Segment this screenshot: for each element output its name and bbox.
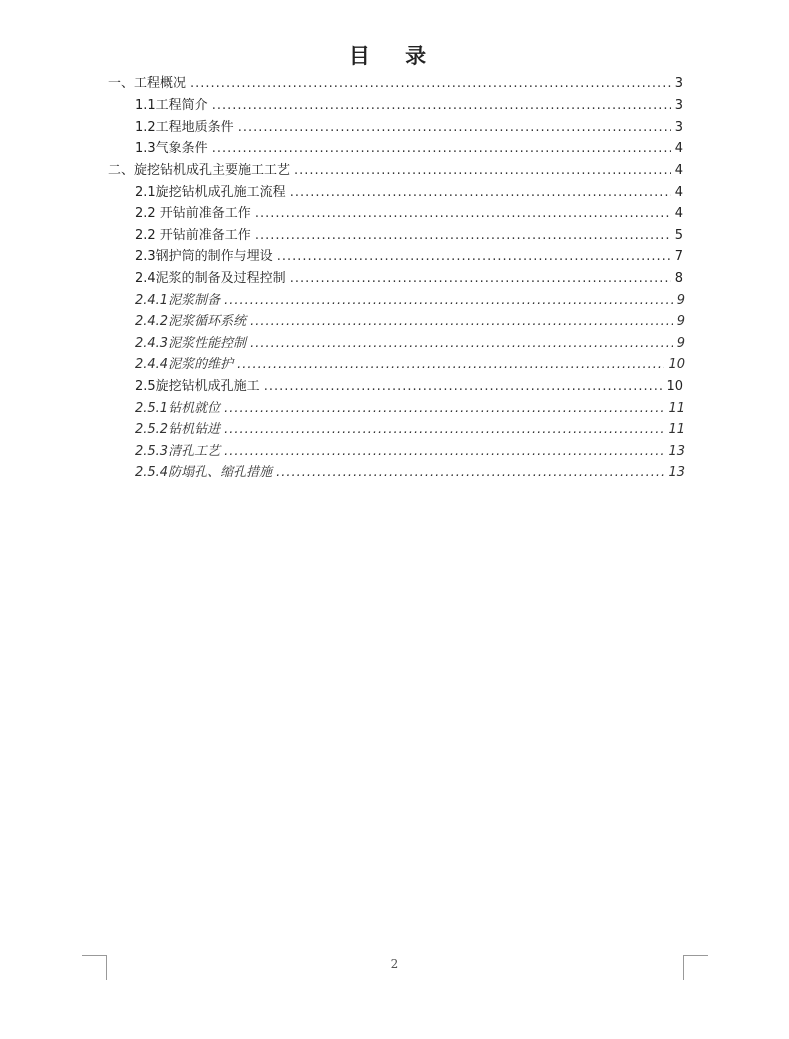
toc-entry[interactable] — [108, 161, 683, 181]
toc-entry-page: 11 — [668, 401, 685, 416]
toc-dot-leader — [290, 269, 671, 289]
toc-entry[interactable] — [135, 312, 685, 332]
toc-entry-label: 2.4.3泥浆性能控制 — [135, 336, 247, 351]
toc-dot-leader — [277, 247, 671, 267]
toc-entry[interactable] — [135, 420, 685, 440]
toc-entry-label: 2.2 开钻前准备工作 — [135, 228, 251, 243]
toc-entry[interactable] — [135, 355, 685, 375]
toc-entry-page: 4 — [674, 141, 683, 156]
toc-dot-leader — [212, 139, 671, 159]
toc-dot-leader — [250, 312, 673, 332]
toc-entry-page: 4 — [674, 206, 683, 221]
toc-entry-label: 2.4.1泥浆制备 — [135, 293, 221, 308]
toc-dot-leader — [224, 399, 664, 419]
page-number: 2 — [390, 957, 399, 971]
toc-entry-label: 2.4泥浆的制备及过程控制 — [135, 271, 286, 286]
toc-entry-page: 9 — [676, 336, 685, 351]
toc-entry[interactable] — [135, 139, 683, 159]
toc-entry[interactable] — [135, 269, 683, 289]
toc-entry[interactable] — [135, 183, 683, 203]
toc-entry[interactable] — [135, 226, 683, 246]
toc-entry-label: 2.5.3清孔工艺 — [135, 444, 221, 459]
toc-dot-leader — [224, 291, 673, 311]
toc-entry-label: 2.3钢护筒的制作与埋设 — [135, 249, 273, 264]
toc-entry[interactable] — [135, 204, 683, 224]
toc-entry-page: 4 — [674, 185, 683, 200]
toc-entry[interactable] — [135, 334, 685, 354]
toc-entry-label: 2.5.2钻机钻进 — [135, 422, 221, 437]
toc-entry-page: 11 — [668, 422, 685, 437]
toc-entry-page: 8 — [674, 271, 683, 286]
toc-entry[interactable] — [135, 291, 685, 311]
toc-dot-leader — [255, 204, 671, 224]
toc-entry-label: 一、工程概况 — [108, 76, 187, 91]
toc-entry-page: 3 — [674, 120, 683, 135]
toc-entry-page: 7 — [674, 249, 683, 264]
toc-dot-leader — [212, 96, 671, 116]
toc-entry-page: 13 — [668, 465, 685, 480]
toc-entry-label: 2.4.2泥浆循环系统 — [135, 314, 247, 329]
toc-entry[interactable] — [135, 96, 683, 116]
toc-entry-label: 2.5.4防塌孔、缩孔措施 — [135, 465, 273, 480]
toc-entry-label: 2.4.4泥浆的维护 — [135, 357, 234, 372]
toc-entry-page: 5 — [674, 228, 683, 243]
toc-dot-leader — [290, 183, 671, 203]
toc-entry-page: 4 — [674, 163, 683, 178]
toc-entry-label: 2.5旋挖钻机成孔施工 — [135, 379, 260, 394]
toc-entry-label: 2.1旋挖钻机成孔施工流程 — [135, 185, 286, 200]
toc-entry[interactable] — [135, 463, 685, 483]
toc-dot-leader — [294, 161, 671, 181]
toc-dot-leader — [276, 463, 664, 483]
toc-entry-label: 二、旋挖钻机成孔主要施工工艺 — [108, 163, 291, 178]
toc-dot-leader — [264, 377, 663, 397]
toc-entry-page: 10 — [668, 357, 685, 372]
toc-dot-leader — [237, 355, 664, 375]
toc-dot-leader — [224, 420, 664, 440]
toc-entry-label: 1.1工程简介 — [135, 98, 208, 113]
toc-dot-leader — [190, 74, 671, 94]
toc-entry-page: 3 — [674, 98, 683, 113]
toc-entry[interactable] — [135, 399, 685, 419]
toc-dot-leader — [255, 226, 671, 246]
toc-entry[interactable] — [135, 377, 683, 397]
toc-entry-page: 9 — [676, 293, 685, 308]
toc-entry-page: 10 — [666, 379, 683, 394]
toc-entry-label: 1.2工程地质条件 — [135, 120, 234, 135]
toc-entry[interactable] — [135, 118, 683, 138]
toc-entry[interactable] — [108, 74, 683, 94]
toc-entry[interactable] — [135, 247, 683, 267]
toc-entry[interactable] — [135, 442, 685, 462]
toc-dot-leader — [250, 334, 673, 354]
toc-entry-page: 13 — [668, 444, 685, 459]
toc-dot-leader — [238, 118, 671, 138]
page-title: 目 录 — [348, 43, 441, 68]
toc-entry-label: 2.2 开钻前准备工作 — [135, 206, 251, 221]
toc-dot-leader — [224, 442, 664, 462]
toc-entry-page: 3 — [674, 76, 683, 91]
toc-entry-page: 9 — [676, 314, 685, 329]
toc-entry-label: 2.5.1钻机就位 — [135, 401, 221, 416]
toc-entry-label: 1.3气象条件 — [135, 141, 208, 156]
